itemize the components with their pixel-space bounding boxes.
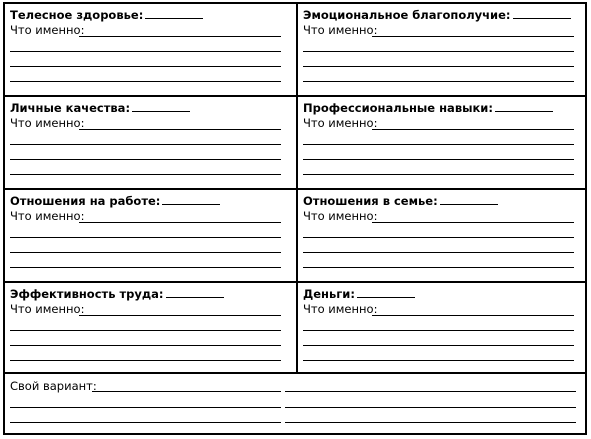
- answer-line[interactable]: [10, 237, 281, 238]
- answer-line[interactable]: [10, 267, 281, 268]
- cell-emotional-wellbeing: Эмоциональное благополучие: Что именно:: [298, 4, 585, 95]
- answer-line[interactable]: [303, 267, 574, 268]
- rating-blank[interactable]: [145, 7, 203, 19]
- answer-line[interactable]: [303, 237, 574, 238]
- what-label: Что именно:: [303, 116, 378, 130]
- cell-title: Эмоциональное благополучие: [303, 8, 506, 22]
- answer-line[interactable]: [303, 330, 574, 331]
- rating-blank[interactable]: [440, 193, 498, 205]
- cell-personal-qualities: Личные качества: Что именно:: [5, 97, 296, 188]
- answer-line[interactable]: [10, 66, 281, 67]
- answer-line[interactable]: [10, 144, 281, 145]
- answer-line[interactable]: [79, 129, 281, 130]
- answer-line[interactable]: [303, 159, 574, 160]
- answer-line[interactable]: [303, 252, 574, 253]
- answer-line[interactable]: [372, 222, 574, 223]
- cell-title: Деньги: [303, 287, 351, 301]
- what-label: Что именно:: [303, 302, 378, 316]
- answer-line[interactable]: [92, 391, 281, 392]
- answer-line[interactable]: [303, 66, 574, 67]
- worksheet-table: [3, 2, 587, 435]
- cell-title: Телесное здоровье: [10, 8, 139, 22]
- answer-line[interactable]: [372, 36, 574, 37]
- rating-blank[interactable]: [513, 7, 571, 19]
- answer-line[interactable]: [303, 174, 574, 175]
- what-label: Что именно:: [10, 209, 85, 223]
- rating-blank[interactable]: [162, 193, 220, 205]
- answer-line[interactable]: [303, 345, 574, 346]
- cell-title: Профессиональные навыки: [303, 101, 489, 115]
- answer-line[interactable]: [10, 422, 281, 423]
- rating-blank[interactable]: [495, 100, 553, 112]
- cell-title: Личные качества: [10, 101, 126, 115]
- cell-work-relations: Отношения на работе: Что именно:: [5, 190, 296, 281]
- cell-title: Эффективность труда: [10, 287, 159, 301]
- cell-physical-health: Телесное здоровье: Что именно:: [5, 4, 296, 95]
- what-label: Что именно:: [10, 116, 85, 130]
- answer-line[interactable]: [10, 407, 281, 408]
- answer-line[interactable]: [303, 144, 574, 145]
- cell-title: Отношения на работе: [10, 194, 156, 208]
- cell-family-relations: Отношения в семье: Что именно:: [298, 190, 585, 281]
- what-label: Что именно:: [303, 209, 378, 223]
- answer-line[interactable]: [285, 422, 576, 423]
- what-label: Что именно:: [10, 23, 85, 37]
- answer-line[interactable]: [285, 407, 576, 408]
- what-label: Что именно:: [303, 23, 378, 37]
- answer-line[interactable]: [10, 81, 281, 82]
- answer-line[interactable]: [10, 252, 281, 253]
- answer-line[interactable]: [10, 174, 281, 175]
- answer-line[interactable]: [10, 345, 281, 346]
- answer-line[interactable]: [79, 222, 281, 223]
- rating-blank[interactable]: [132, 100, 190, 112]
- what-label: Что именно:: [10, 302, 85, 316]
- answer-line[interactable]: [10, 159, 281, 160]
- answer-line[interactable]: [79, 36, 281, 37]
- answer-line[interactable]: [372, 315, 574, 316]
- answer-line[interactable]: [285, 391, 576, 392]
- answer-line[interactable]: [303, 81, 574, 82]
- cell-professional-skills: Профессиональные навыки: Что именно:: [298, 97, 585, 188]
- answer-line[interactable]: [303, 51, 574, 52]
- answer-line[interactable]: [79, 315, 281, 316]
- rating-blank[interactable]: [166, 286, 224, 298]
- cell-work-efficiency: Эффективность труда: Что именно:: [5, 283, 296, 372]
- answer-line[interactable]: [10, 360, 281, 361]
- answer-line[interactable]: [10, 330, 281, 331]
- cell-title: Отношения в семье: [303, 194, 434, 208]
- rating-blank[interactable]: [357, 286, 415, 298]
- answer-line[interactable]: [10, 51, 281, 52]
- row-divider: [5, 372, 585, 374]
- own-variant-label: Свой вариант:: [10, 379, 97, 393]
- cell-money: Деньги: Что именно:: [298, 283, 585, 372]
- answer-line[interactable]: [303, 360, 574, 361]
- answer-line[interactable]: [372, 129, 574, 130]
